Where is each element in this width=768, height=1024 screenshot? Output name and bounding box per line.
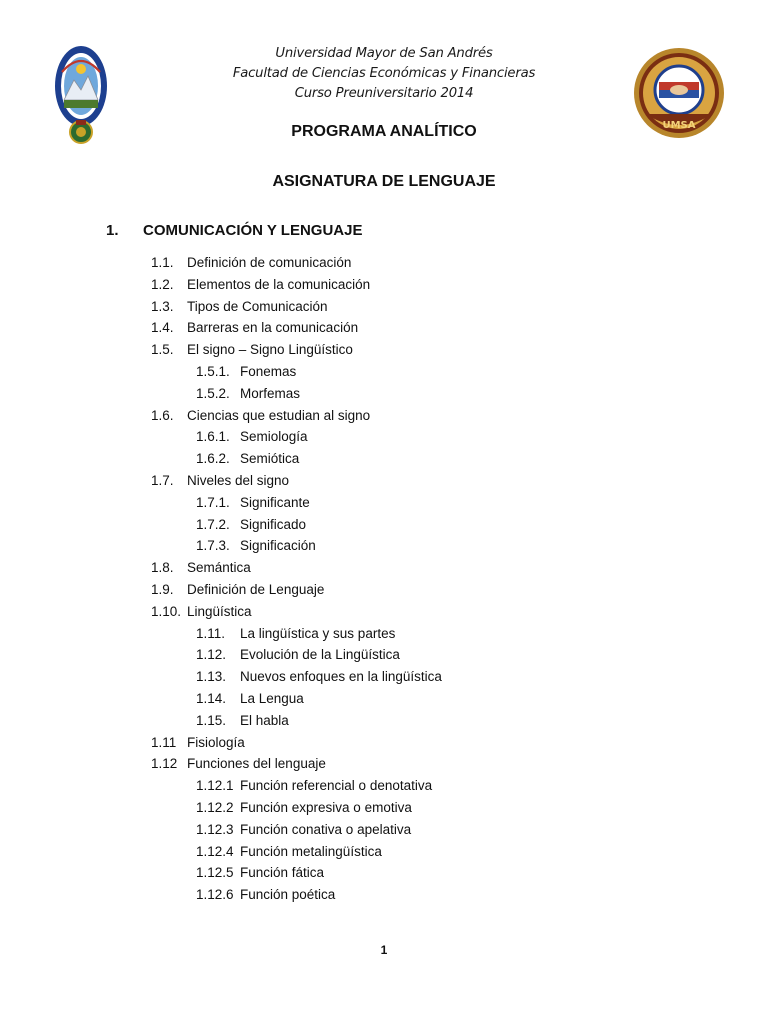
outline-item-text: Significante <box>240 494 310 510</box>
outline-item-text: Ciencias que estudian al signo <box>187 407 371 423</box>
outline-subitem <box>0 426 768 448</box>
section-number: 1. <box>106 222 119 239</box>
outline-item-number: 1.5.2. <box>196 385 230 401</box>
outline-item-number: 1.12.2 <box>196 799 234 815</box>
outline-item-number: 1.12.1 <box>196 778 234 794</box>
outline-item <box>0 732 768 754</box>
outline-item-text: El signo – Signo Lingüístico <box>187 342 353 358</box>
outline-item-text: Función referencial o denotativa <box>240 778 433 794</box>
outline-item-number: 1.13. <box>196 669 227 685</box>
outline-item-number: 1.12. <box>196 647 227 663</box>
outline-item-text: Definición de comunicación <box>187 255 352 270</box>
outline-item-text: Semiología <box>240 429 308 445</box>
outline-item-number: 1.12 <box>151 756 178 772</box>
outline-item-number: 1.11 <box>151 734 177 750</box>
outline-subitem <box>0 710 768 732</box>
outline-subitem <box>0 797 768 819</box>
outline-item-number: 1.14. <box>196 690 227 706</box>
outline-item-text: Fonemas <box>240 363 297 379</box>
outline-subitem <box>0 666 768 688</box>
outline-item-text: Semiótica <box>240 451 300 467</box>
outline-item <box>0 557 768 579</box>
outline-subitem <box>0 623 768 645</box>
outline-subitem <box>0 448 768 470</box>
outline-item-text: Morfemas <box>240 385 301 401</box>
outline-item-text: Función conativa o apelativa <box>240 821 412 837</box>
section-title: COMUNICACIÓN Y LENGUAJE <box>143 222 363 239</box>
outline-subitem <box>0 688 768 710</box>
outline-item-number: 1.12.4 <box>196 843 234 859</box>
outline-item-text: La Lengua <box>240 690 304 706</box>
outline-subitem <box>0 841 768 863</box>
outline-item-number: 1.11. <box>196 625 226 641</box>
outline-subitem <box>0 862 768 884</box>
outline-item-number: 1.10. <box>151 603 182 619</box>
outline-item <box>0 753 768 775</box>
outline-item-text: Definición de Lenguaje <box>187 581 325 597</box>
outline-item-text: La lingüística y sus partes <box>240 625 396 641</box>
outline-item-text: Barreras en la comunicación <box>187 320 359 336</box>
subject-title: ASIGNATURA DE LENGUAJE <box>272 173 496 190</box>
outline-item-text: Función metalingüística <box>240 843 382 859</box>
outline-item <box>0 339 768 361</box>
outline-item-number: 1.3. <box>151 298 174 314</box>
outline-item-text: Elementos de la comunicación <box>187 276 371 292</box>
outline-item <box>0 317 768 339</box>
outline-item-number: 1.2. <box>151 276 174 292</box>
outline-item <box>0 252 768 274</box>
outline-item <box>0 405 768 427</box>
outline-item-number: 1.6. <box>151 407 174 423</box>
outline-subitem <box>0 383 768 405</box>
outline-item <box>0 274 768 296</box>
program-title: PROGRAMA ANALÍTICO <box>291 123 477 140</box>
section-heading <box>106 222 362 239</box>
outline-item-text: Lingüística <box>187 603 252 619</box>
outline-item-number: 1.5.1. <box>196 363 230 379</box>
outline-item-text: Función poética <box>240 887 336 903</box>
outline-item-number: 1.8. <box>151 560 174 576</box>
outline-item-text: Evolución de la Lingüística <box>240 647 400 663</box>
outline-subitem <box>0 884 768 906</box>
outline-item-text: Niveles del signo <box>187 472 290 488</box>
outline-item-text: Función expresiva o emotiva <box>240 799 412 815</box>
outline-item-number: 1.6.1. <box>196 429 230 445</box>
outline-subitem <box>0 492 768 514</box>
outline-subitem <box>0 535 768 557</box>
outline-item <box>0 470 768 492</box>
outline-item-number: 1.5. <box>151 342 174 358</box>
outline-item-number: 1.7.3. <box>196 538 230 554</box>
outline-item-text: Nuevos enfoques en la lingüística <box>240 669 442 685</box>
outline-item-number: 1.12.3 <box>196 821 234 837</box>
outline-item-text: Fisiología <box>187 734 245 750</box>
outline-item-number: 1.12.5 <box>196 865 234 881</box>
university-name: Universidad Mayor de San Andrés <box>275 46 493 61</box>
outline-item-text: Función fática <box>240 865 325 881</box>
outline-item-number: 1.7. <box>151 472 174 488</box>
outline-item-text: Tipos de Comunicación <box>187 298 328 314</box>
outline-subitem <box>0 775 768 797</box>
outline-item-number: 1.1. <box>151 255 174 270</box>
outline-subitem <box>0 819 768 841</box>
outline-item <box>0 296 768 318</box>
outline-item-text: Semántica <box>187 560 251 576</box>
outline-item <box>0 579 768 601</box>
faculty-name: Facultad de Ciencias Económicas y Financieras <box>232 66 536 81</box>
outline-item-number: 1.7.1. <box>196 494 230 510</box>
page-number: 1 <box>380 943 388 957</box>
outline-item-text: Significación <box>240 538 316 554</box>
institution-header <box>180 44 588 104</box>
outline-subitem <box>0 361 768 383</box>
seal-umsa-text: UMSA <box>662 120 696 131</box>
outline-item-number: 1.9. <box>151 581 174 597</box>
outline-item-number: 1.6.2. <box>196 451 230 467</box>
outline-item-number: 1.7.2. <box>196 516 230 532</box>
outline-item <box>0 601 768 623</box>
outline-item-number: 1.15. <box>196 712 227 728</box>
outline-item-text: Significado <box>240 516 307 532</box>
outline-item-text: El habla <box>240 712 289 728</box>
outline-item-text: Funciones del lenguaje <box>187 756 326 772</box>
outline-item-number: 1.4. <box>151 320 174 336</box>
topic-outline <box>0 252 768 906</box>
outline-subitem <box>0 514 768 536</box>
outline-subitem <box>0 644 768 666</box>
course-name: Curso Preuniversitario 2014 <box>294 86 474 101</box>
outline-item-number: 1.12.6 <box>196 887 234 903</box>
